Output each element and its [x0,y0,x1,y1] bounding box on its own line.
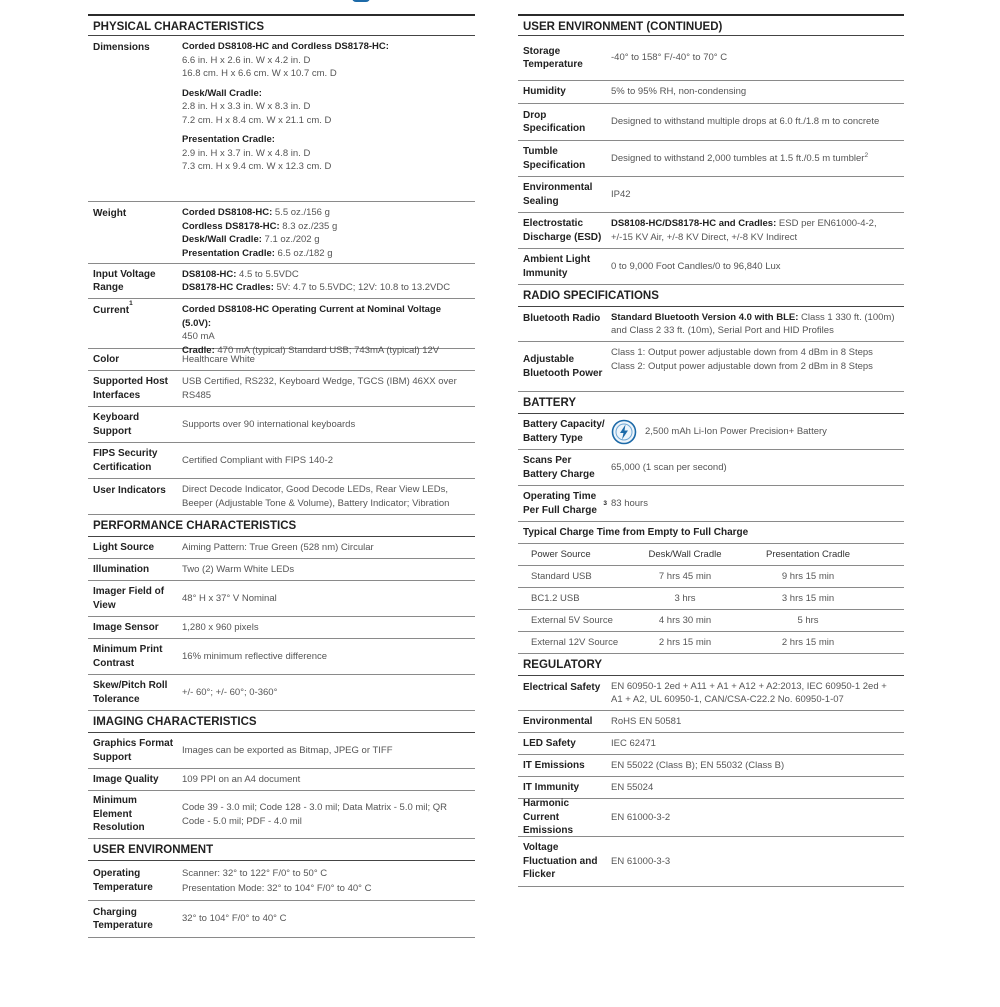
spec-row-environmental [518,711,904,733]
spec-row-sealing [518,177,904,213]
spec-value: Supports over 90 international keyboards [182,418,356,430]
spec-label: FIPS Security Certification [93,448,158,473]
spec-row-dimensions [88,36,475,202]
spec-value: Aiming Pattern: True Green (528 nm) Circular [182,541,374,553]
spec-row-ambient-light [518,249,904,285]
spec-value: Standard Bluetooth Version 4.0 with BLE: Class 1 330 ft. (100m) and Class 2 33 ft. (10m), Serial Port and HID Profiles [611,311,895,336]
spec-value: 65,000 (1 scan per second) [611,461,727,473]
spec-line: 2.9 in. H x 3.7 in. W x 4.8 in. D [182,147,311,159]
spec-label: Operating Temperature [93,868,153,893]
spec-row-tumble [518,141,904,177]
spec-value: Corded DS8108-HC Operating Current at Nominal Voltage (5.0V): 450 mA Cradle: 470 mA (typical) Standard USB; 743mA (typical) 12V [182,304,442,356]
spec-row-led-safety [518,733,904,755]
table-cell: BC1.2 USB [531,593,580,604]
spec-value [182,36,475,201]
spec-row-charging-temp [88,901,475,938]
spec-subtitle: Presentation Cradle: [182,134,275,145]
spec-label: LED Safety [523,737,576,749]
title-fragment-mark [352,0,370,2]
spec-subtitle: Corded DS8108-HC and Cordless DS8178-HC: [182,41,389,52]
spec-label: Bluetooth Radio [523,313,601,324]
spec-row-flicker [518,837,904,887]
spec-row-graphics-format [88,733,475,769]
spec-label: Harmonic Current Emissions [523,798,574,837]
spec-label: Ambient Light Immunity [523,254,591,279]
spec-value: EN 60950-1 2ed + A11 + A1 + A12 + A2:2013, IEC 60950-1 2ed + A1 + A2, UL 60950-1, CAN/CSA-C22.2 No. 60950-1-07 [611,680,887,705]
spec-value: 0 to 9,000 Foot Candles/0 to 96,840 Lux [611,260,781,272]
spec-row-fips [88,443,475,479]
spec-row-storage-temp [518,36,904,81]
spec-line: 6.6 in. H x 2.6 in. W x 4.2 in. D [182,54,311,66]
spec-value: DS8108-HC: 4.5 to 5.5VDC DS8178-HC Cradles: 5V: 4.7 to 5.5VDC; 12V: 10.8 to 13.2VDC [182,268,451,293]
spec-value: Designed to withstand 2,000 tumbles at 1.5 ft./0.5 m tumbler$^2$ [611,151,869,164]
spec-value: 2,500 mAh Li-Ion Power Precision+ Battery [611,414,904,449]
spec-value: EN 61000-3-3 [611,855,671,867]
spec-label: Electrical Safety [523,682,601,693]
charge-table-title: Typical Charge Time from Empty to Full Charge [518,522,904,544]
left-column [88,14,475,938]
spec-label: Scans Per Battery Charge [523,455,595,480]
spec-label: Drop Specification [523,109,586,134]
spec-value: Designed to withstand multiple drops at 6.0 ft./1.8 m to concrete [611,116,880,128]
spec-label: Humidity [523,86,566,98]
spec-value: EN 61000-3-2 [611,811,671,823]
spec-value: EN 55022 (Class B); EN 55032 (Class B) [611,759,785,771]
table-cell: 2 hrs 15 min [658,637,712,648]
spec-value: RoHS EN 50581 [611,715,682,727]
spec-line: 2.8 in. H x 3.3 in. W x 8.3 in. D [182,101,311,112]
spec-value: Direct Decode Indicator, Good Decode LEDs, Rear View LEDs, Beeper (Adjustable Tone & Volume), Battery Indicator; Vibration [182,484,450,509]
spec-label: Current 1 [93,300,133,316]
section-heading-user-environment: USER ENVIRONMENT [88,839,475,861]
table-cell: 5 hrs [797,615,819,626]
charge-table-header-cell: Presentation Cradle [766,549,850,560]
spec-value: 83 hours [611,497,648,509]
table-cell: 4 hrs 30 min [658,615,712,626]
spec-label: Operating Time Per Full Charge 3 [523,491,607,516]
spec-label: Electrostatic Discharge (ESD) [523,218,602,243]
spec-label: Keyboard Support [93,412,140,437]
spec-row-color [88,349,475,371]
section-heading-user-environment-continued: USER ENVIRONMENT (CONTINUED) [518,14,904,36]
section-heading-battery: BATTERY [518,392,904,414]
spec-value: DS8108-HC/DS8178-HC and Cradles: ESD per EN61000-4-2, +/-15 KV Air, +/-8 KV Direct, +/-8 KV Indirect [611,218,877,243]
spec-row-skew [88,675,475,711]
spec-label: Graphics Format Support [93,738,174,763]
spec-value: Two (2) Warm White LEDs [182,563,295,575]
spec-value: Class 1: Output power adjustable down from 4 dBm in 8 Steps Class 2: Output power adjustable down from 2 dBm in 8 Steps [611,347,873,372]
spec-row-it-immunity [518,777,904,799]
spec-value: 109 PPI on an A4 document [182,773,301,785]
spec-label: Supported Host Interfaces [93,376,168,401]
spec-value: Corded DS8108-HC: 5.5 oz./156 g Cordless DS8178-HC: 8.3 oz./235 g Desk/Wall Cradle: 7.1 oz./202 g Presentation Cradle: 6.5 oz./182 g [182,207,338,259]
spec-row-light-source [88,537,475,559]
spec-value: 5% to 95% RH, non-condensing [611,86,747,98]
spec-row-print-contrast [88,639,475,675]
spec-value: Code 39 - 3.0 mil; Code 128 - 3.0 mil; Data Matrix - 5.0 mil; QR Code - 5.0 mil; PDF - 4.0 mil [182,802,448,827]
spec-line: 7.2 cm. H x 8.4 cm. W x 21.1 cm. D [182,114,332,126]
spec-label: Storage Temperature [523,45,583,70]
table-cell: Standard USB [531,571,592,582]
table-row [518,566,904,588]
spec-label: Image Sensor [93,621,159,633]
spec-value: 1,280 x 960 pixels [182,621,259,633]
spec-row-hosts [88,371,475,407]
spec-label: Dimensions [93,42,150,53]
spec-label: Skew/Pitch Roll Tolerance [93,680,168,705]
table-cell: 3 hrs 15 min [781,593,835,604]
spec-row-operating-temp [88,861,475,901]
charge-table-header-cell: Desk/Wall Cradle [648,549,722,560]
spec-row-element-resolution [88,791,475,839]
table-cell: 3 hrs [674,593,696,604]
spec-value: Scanner: 32° to 122° F/0° to 50° C Presentation Mode: 32° to 104° F/0° to 40° C [182,867,372,894]
spec-value: +/- 60°; +/- 60°; 0-360° [182,686,278,698]
spec-label: Color [93,353,120,365]
spec-value: 32° to 104° F/0° to 40° C [182,913,287,925]
spec-line: 7.3 cm. H x 9.4 cm. W x 12.3 cm. D [182,161,332,172]
spec-row-fov [88,581,475,617]
spec-row-image-sensor [88,617,475,639]
table-cell: External 12V Source [531,637,619,648]
spec-row-operating-time [518,486,904,522]
section-heading-imaging: IMAGING CHARACTERISTICS [88,711,475,733]
spec-row-bluetooth-power [518,342,904,392]
section-heading-performance: PERFORMANCE CHARACTERISTICS [88,515,475,537]
spec-label: Minimum Element Resolution [93,795,145,834]
spec-label: User Indicators [93,485,166,496]
spec-label: Light Source [93,541,155,553]
spec-label: Environmental [523,715,593,727]
spec-label: Voltage Fluctuation and Flicker [523,842,598,881]
spec-row-input-voltage [88,264,475,299]
spec-label: Battery Capacity/ Battery Type [523,419,605,444]
table-cell: 7 hrs 45 min [658,571,712,582]
section-heading-regulatory: REGULATORY [518,654,904,676]
spec-value: IP42 [611,188,631,200]
spec-label: Charging Temperature [93,906,153,931]
table-row [518,632,904,654]
spec-row-weight [88,202,475,264]
spec-label: Minimum Print Contrast [93,644,163,669]
spec-value: Healthcare White [182,353,255,365]
spec-row-it-emissions [518,755,904,777]
spec-row-drop [518,104,904,141]
table-cell: 9 hrs 15 min [781,571,835,582]
spec-row-current [88,299,475,356]
spec-label: Image Quality [93,773,159,785]
section-heading-physical: PHYSICAL CHARACTERISTICS [88,14,475,36]
spec-label: IT Immunity [523,781,580,793]
spec-label: Input Voltage Range [93,268,156,293]
spec-line: 16.8 cm. H x 6.6 cm. W x 10.7 cm. D [182,68,337,79]
spec-row-humidity [518,81,904,104]
spec-label: Adjustable Bluetooth Power [523,354,603,379]
spec-row-electrical-safety [518,676,904,711]
spec-label: IT Emissions [523,759,585,771]
power-precision-battery-icon [611,419,637,445]
spec-value: 48° H x 37° V Nominal [182,592,277,604]
spec-row-harmonic [518,799,904,837]
spec-value: -40° to 158° F/-40° to 70° C [611,52,728,64]
spec-value: 16% minimum reflective difference [182,650,328,662]
spec-label: Weight [93,208,127,219]
spec-value: IEC 62471 [611,737,656,749]
spec-row-bluetooth-radio [518,307,904,342]
table-row [518,610,904,632]
spec-row-user-indicators [88,479,475,515]
spec-row-illumination [88,559,475,581]
spec-row-esd [518,213,904,249]
spec-value: Images can be exported as Bitmap, JPEG or TIFF [182,744,393,756]
spec-row-image-quality [88,769,475,791]
spec-label: Tumble Specification [523,146,586,171]
spec-label: Imager Field of View [93,586,165,611]
table-cell: External 5V Source [531,615,613,626]
spec-row-battery-capacity [518,414,904,450]
spec-value: Certified Compliant with FIPS 140-2 [182,454,334,466]
spec-value: USB Certified, RS232, Keyboard Wedge, TGCS (IBM) 46XX over RS485 [182,376,457,401]
charge-time-table [518,544,904,654]
spec-subtitle: Desk/Wall Cradle: [182,87,262,99]
spec-row-scans [518,450,904,486]
spec-label: Illumination [93,563,150,575]
charge-table-header [518,544,904,566]
right-column [518,14,904,887]
spec-value: EN 55024 [611,781,654,793]
charge-table-header-cell: Power Source [531,549,591,560]
table-row [518,588,904,610]
section-heading-radio: RADIO SPECIFICATIONS [518,285,904,307]
spec-row-keyboard [88,407,475,443]
spec-label: Environmental Sealing [523,182,593,207]
table-cell: 2 hrs 15 min [781,637,835,648]
